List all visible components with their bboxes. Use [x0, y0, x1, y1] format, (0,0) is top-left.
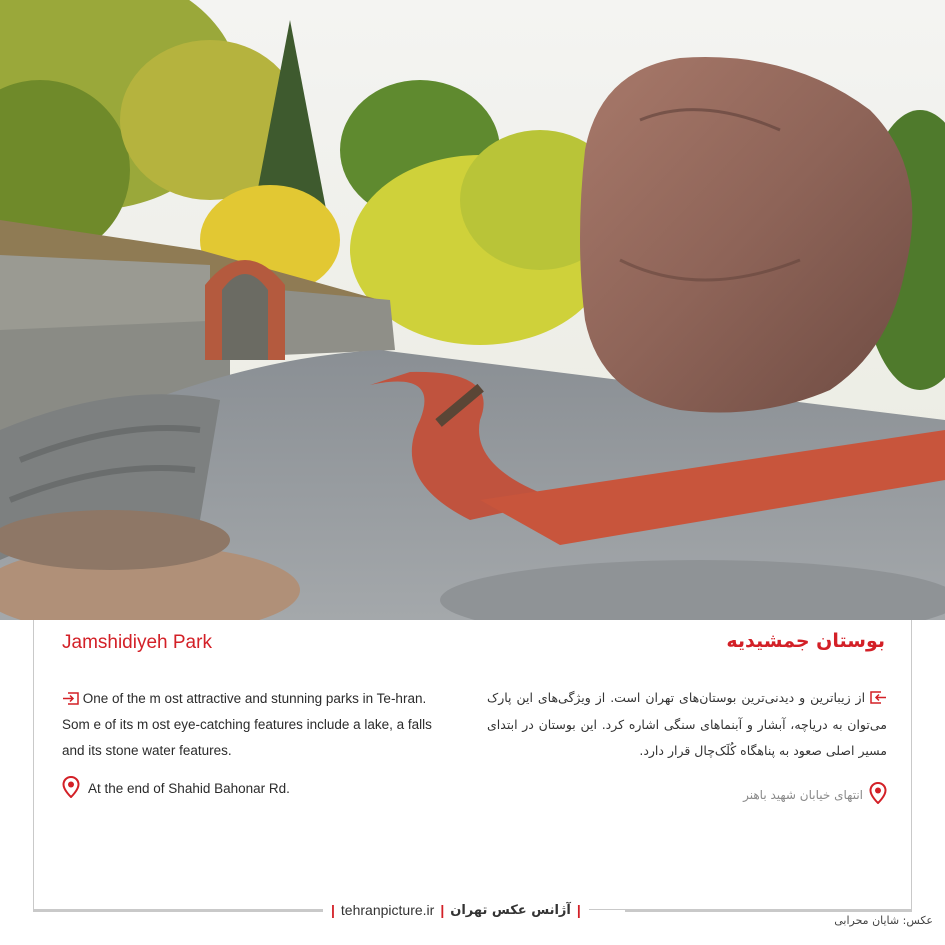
footer-agency-name: آژانس عکس تهران	[450, 902, 571, 918]
footer-divider-right	[625, 910, 912, 912]
arrow-in-box-icon	[62, 688, 79, 701]
footer-divider-left	[33, 910, 323, 912]
arrow-in-box-icon	[870, 687, 887, 700]
footer-site-link[interactable]: tehranpicture.ir	[340, 902, 435, 918]
map-pin-icon	[869, 782, 887, 807]
title-persian: بوستان جمشیدیه	[726, 630, 885, 652]
footer-separator: |	[331, 902, 335, 918]
footer-brand	[323, 900, 589, 920]
description-persian	[487, 685, 887, 765]
description-english-text: One of the m ost attractive and stunning parks in Te-hran. Som e of its m ost eye-catching features include a lake, a falls and its stone water features.	[62, 691, 432, 758]
description-persian-text: از زیباترین و دیدنی‌ترین بوستان‌های تهران است. از ویژگی‌های این پارک می‌توان به دریاچه، آبشار و آبنماهای سنگی اشاره کرد. این بوستان در ابتدای مسیر اصلی صعود به پناهگاه کُلَک‌چال قرار دارد.	[487, 690, 887, 758]
footer	[0, 900, 945, 920]
footer-separator: |	[440, 902, 445, 918]
location-english-text: At the end of Shahid Bahonar Rd.	[88, 781, 290, 796]
location-persian	[743, 782, 887, 807]
photo-credit: عکس: شایان محرابی	[834, 914, 933, 927]
location-english	[62, 776, 290, 801]
title-english: Jamshidiyeh Park	[62, 632, 212, 653]
map-pin-icon	[62, 776, 80, 801]
footer-separator: |	[576, 902, 581, 918]
location-persian-text: انتهای خیابان شهید باهنر	[743, 787, 863, 802]
description-english	[62, 686, 447, 764]
